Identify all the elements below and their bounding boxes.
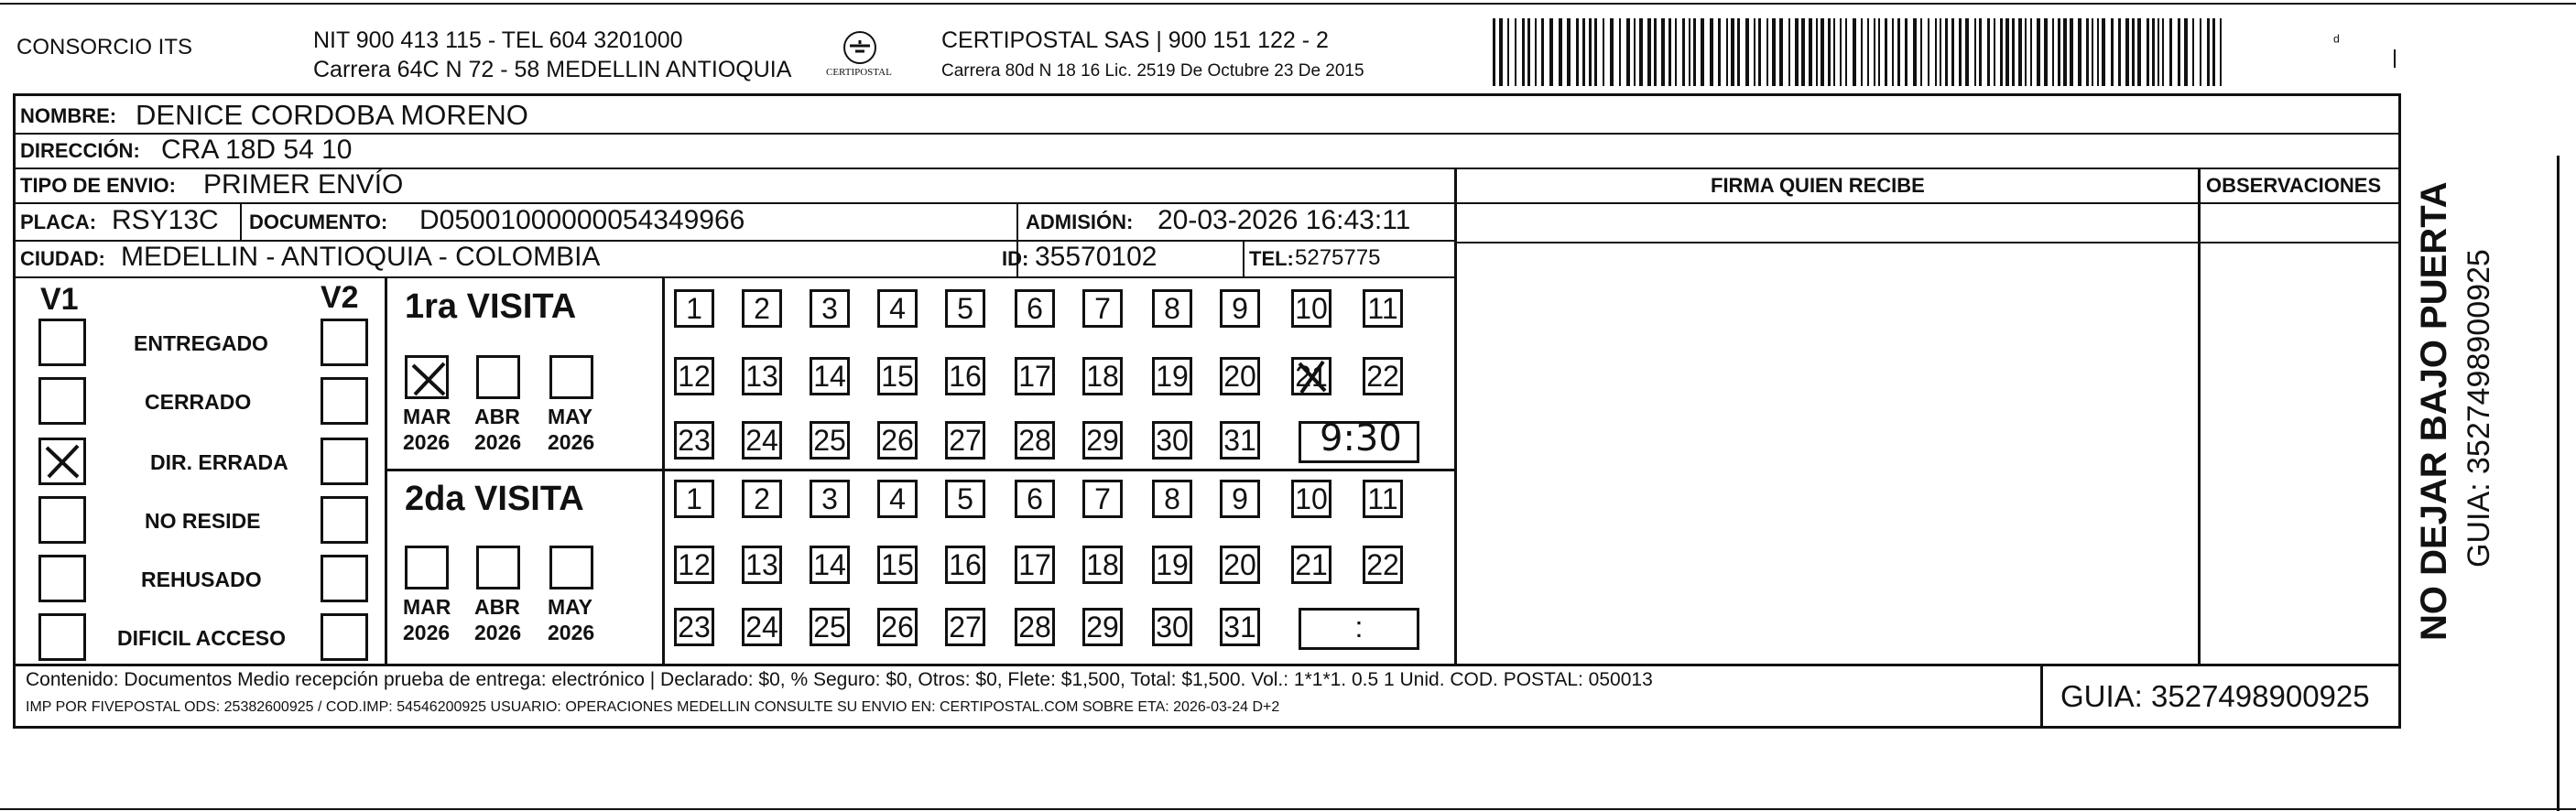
day-box[interactable]: 27 — [945, 608, 985, 646]
day-box[interactable]: 15 — [877, 546, 918, 584]
day-box[interactable]: 16 — [945, 357, 985, 395]
day-box[interactable]: 18 — [1082, 357, 1123, 395]
v1-header: V1 — [40, 282, 79, 317]
time-value: : — [1354, 611, 1364, 643]
col-rule — [385, 469, 1456, 471]
company-name: CONSORCIO ITS — [16, 35, 193, 59]
placa-value: RSY13C — [112, 205, 219, 235]
side-guia-text: GUIA: 3527498900925 — [2462, 249, 2496, 568]
day-box[interactable]: 5 — [945, 289, 985, 328]
day-box[interactable]: 18 — [1082, 546, 1123, 584]
year-label: 2026 — [548, 430, 595, 454]
tipo-envio-value: PRIMER ENVÍO — [203, 169, 404, 200]
day-box[interactable]: 22 — [1363, 546, 1403, 584]
day-box[interactable]: 7 — [1082, 289, 1123, 328]
day-box[interactable]: 21 — [1291, 357, 1331, 395]
v1-checkbox[interactable] — [38, 555, 86, 602]
day-box[interactable]: 22 — [1363, 357, 1403, 395]
company-address: Carrera 64C N 72 - 58 MEDELLIN ANTIOQUIA — [313, 57, 792, 82]
day-box[interactable]: 19 — [1152, 546, 1192, 584]
footer-print-line: IMP POR FIVEPOSTAL ODS: 25382600925 / COD.IMP: 54546200925 USUARIO: OPERACIONES MEDELLIN CONSULTE SU ENVIO EN: CERTIPOSTAL.COM SOBRE ETA: 2026-03-24 D+2 — [26, 699, 1280, 715]
month-checkbox[interactable] — [405, 355, 449, 399]
day-box[interactable]: 17 — [1015, 357, 1055, 395]
nombre-label: NOMBRE: — [20, 104, 117, 127]
day-box[interactable]: 30 — [1152, 608, 1192, 646]
day-box[interactable]: 13 — [742, 357, 782, 395]
month-checkbox[interactable] — [549, 355, 593, 399]
day-box[interactable]: 7 — [1082, 480, 1123, 518]
col-rule — [1243, 240, 1245, 276]
col-rule — [240, 202, 242, 241]
row-rule — [13, 133, 2401, 135]
admision-label: ADMISIÓN: — [1026, 211, 1134, 233]
documento-value: D05001000000054349966 — [419, 205, 745, 235]
day-box[interactable]: 26 — [877, 608, 918, 646]
day-box[interactable]: 19 — [1152, 357, 1192, 395]
v2-checkbox[interactable] — [321, 613, 368, 661]
col-rule — [2198, 168, 2201, 664]
v1-checkbox[interactable] — [38, 496, 86, 544]
day-box[interactable]: 8 — [1152, 480, 1192, 518]
v1-checkbox[interactable] — [38, 438, 86, 485]
direccion-value: CRA 18D 54 10 — [161, 135, 353, 165]
day-box[interactable]: 14 — [810, 357, 850, 395]
month-checkbox[interactable] — [476, 546, 520, 589]
year-label: 2026 — [403, 430, 451, 454]
month-label: MAR — [403, 405, 451, 428]
id-value: 35570102 — [1035, 242, 1158, 272]
day-box[interactable]: 4 — [877, 289, 918, 328]
day-box[interactable]: 10 — [1291, 289, 1331, 328]
time-box[interactable] — [1299, 417, 1419, 463]
day-box[interactable]: 31 — [1220, 608, 1260, 646]
top-rule — [0, 3, 2576, 5]
day-box[interactable]: 9 — [1220, 289, 1260, 328]
day-box[interactable]: 25 — [810, 421, 850, 460]
side-no-dejar — [2416, 119, 2456, 650]
placa-label: PLACA: — [20, 211, 97, 233]
month-label: MAR — [403, 595, 451, 619]
id-label: ID: — [1002, 247, 1029, 270]
footer-guia: GUIA: 3527498900925 — [2060, 679, 2370, 713]
admision-value: 20-03-2026 16:43:11 — [1158, 205, 1411, 235]
day-box[interactable]: 29 — [1082, 421, 1123, 460]
col-rule — [1454, 168, 1457, 664]
day-box[interactable]: 26 — [877, 421, 918, 460]
observaciones-header: OBSERVACIONES — [2206, 174, 2382, 197]
tipo-envio-label: TIPO DE ENVIO: — [20, 174, 176, 197]
day-box[interactable]: 20 — [1220, 357, 1260, 395]
day-box[interactable]: 12 — [674, 546, 714, 584]
day-box[interactable]: 15 — [877, 357, 918, 395]
day-box[interactable]: 27 — [945, 421, 985, 460]
day-box[interactable]: 20 — [1220, 546, 1260, 584]
day-box[interactable]: 28 — [1015, 608, 1055, 646]
day-box[interactable]: 10 — [1291, 480, 1331, 518]
col-rule — [2040, 664, 2043, 729]
day-box[interactable]: 23 — [674, 421, 714, 460]
second-visit-title: 2da VISITA — [405, 480, 584, 518]
day-box[interactable]: 24 — [742, 608, 782, 646]
day-box[interactable]: 8 — [1152, 289, 1192, 328]
day-box[interactable]: 5 — [945, 480, 985, 518]
day-box[interactable]: 31 — [1220, 421, 1260, 460]
day-box[interactable]: 3 — [810, 289, 850, 328]
month-label: ABR — [474, 405, 520, 428]
row-rule — [13, 276, 1456, 278]
no-dejar-text: NO DEJAR BAJO PUERTA — [2414, 181, 2454, 641]
right-edge-mark — [2394, 49, 2396, 68]
logo-text: CERTIPOSTAL — [826, 67, 892, 78]
v2-checkbox[interactable] — [321, 496, 368, 544]
direccion-label: DIRECCIÓN: — [20, 139, 140, 162]
day-box[interactable]: 1 — [674, 289, 714, 328]
firma-header: FIRMA QUIEN RECIBE — [1711, 174, 1925, 197]
day-box[interactable]: 30 — [1152, 421, 1192, 460]
month-checkbox[interactable] — [405, 546, 449, 589]
nombre-value: DENICE CORDOBA MORENO — [136, 99, 528, 131]
license-line: Carrera 80d N 18 16 Lic. 2519 De Octubre 23 De 2015 — [941, 61, 1364, 81]
certipostal-logo — [815, 27, 916, 82]
year-label: 2026 — [474, 430, 522, 454]
side-guia — [2463, 174, 2500, 577]
day-box[interactable]: 2 — [742, 480, 782, 518]
day-box[interactable]: 4 — [877, 480, 918, 518]
ciudad-value: MEDELLIN - ANTIOQUIA - COLOMBIA — [121, 242, 601, 272]
first-visit-title: 1ra VISITA — [405, 287, 577, 326]
day-box[interactable]: 16 — [945, 546, 985, 584]
month-checkbox[interactable] — [549, 546, 593, 589]
row-rule — [13, 202, 2401, 204]
carrier-line: CERTIPOSTAL SAS | 900 151 122 - 2 — [941, 27, 1329, 53]
time-box[interactable] — [1299, 608, 1419, 650]
day-box[interactable]: 12 — [674, 357, 714, 395]
day-box[interactable]: 29 — [1082, 608, 1123, 646]
day-box[interactable]: 11 — [1363, 289, 1403, 328]
day-box[interactable]: 3 — [810, 480, 850, 518]
month-label: MAY — [548, 595, 592, 619]
day-box[interactable]: 28 — [1015, 421, 1055, 460]
day-box[interactable]: 23 — [674, 608, 714, 646]
year-label: 2026 — [548, 621, 595, 644]
month-checkbox[interactable] — [476, 355, 520, 399]
day-box[interactable]: 1 — [674, 480, 714, 518]
day-box[interactable]: 11 — [1363, 480, 1403, 518]
day-box[interactable]: 6 — [1015, 289, 1055, 328]
v1-checkbox[interactable] — [38, 613, 86, 661]
footer-content-line: Contenido: Documentos Medio recepción prueba de entrega: electrónico | Declarado: $0, % Seguro: $0, Otros: $0, Flete: $1,500, Total: $1,500. Vol.: 1*1*1. 0.5 1 Unid. COD. POSTAL: 050013 — [26, 669, 1653, 690]
day-box[interactable]: 25 — [810, 608, 850, 646]
row-rule — [1456, 242, 2401, 243]
day-box[interactable]: 6 — [1015, 480, 1055, 518]
day-box[interactable]: 14 — [810, 546, 850, 584]
v2-checkbox[interactable] — [321, 377, 368, 425]
tel-label: TEL: — [1249, 247, 1294, 270]
time-value: 9:30 — [1320, 417, 1402, 460]
documento-label: DOCUMENTO: — [249, 211, 388, 233]
month-label: MAY — [548, 405, 592, 428]
v2-checkbox[interactable] — [321, 438, 368, 485]
day-box[interactable]: 17 — [1015, 546, 1055, 584]
v2-checkbox[interactable] — [321, 555, 368, 602]
nit-line: NIT 900 413 115 - TEL 604 3201000 — [313, 27, 683, 53]
tick-mark: ᵈ — [2333, 32, 2340, 50]
year-label: 2026 — [403, 621, 451, 644]
bottom-rule — [0, 808, 2576, 810]
v1-checkbox[interactable] — [38, 377, 86, 425]
v1-checkbox[interactable] — [38, 319, 86, 366]
day-box[interactable]: 21 — [1291, 546, 1331, 584]
right-edge-bar — [2557, 156, 2560, 811]
tel-value: 5275775 — [1295, 245, 1381, 270]
month-label: ABR — [474, 595, 520, 619]
barcode-icon — [1493, 18, 2225, 86]
day-box[interactable]: 24 — [742, 421, 782, 460]
v2-header: V2 — [321, 280, 359, 315]
v2-checkbox[interactable] — [321, 319, 368, 366]
day-box[interactable]: 13 — [742, 546, 782, 584]
day-box[interactable]: 2 — [742, 289, 782, 328]
day-box[interactable]: 9 — [1220, 480, 1260, 518]
year-label: 2026 — [474, 621, 522, 644]
ciudad-label: CIUDAD: — [20, 247, 105, 270]
